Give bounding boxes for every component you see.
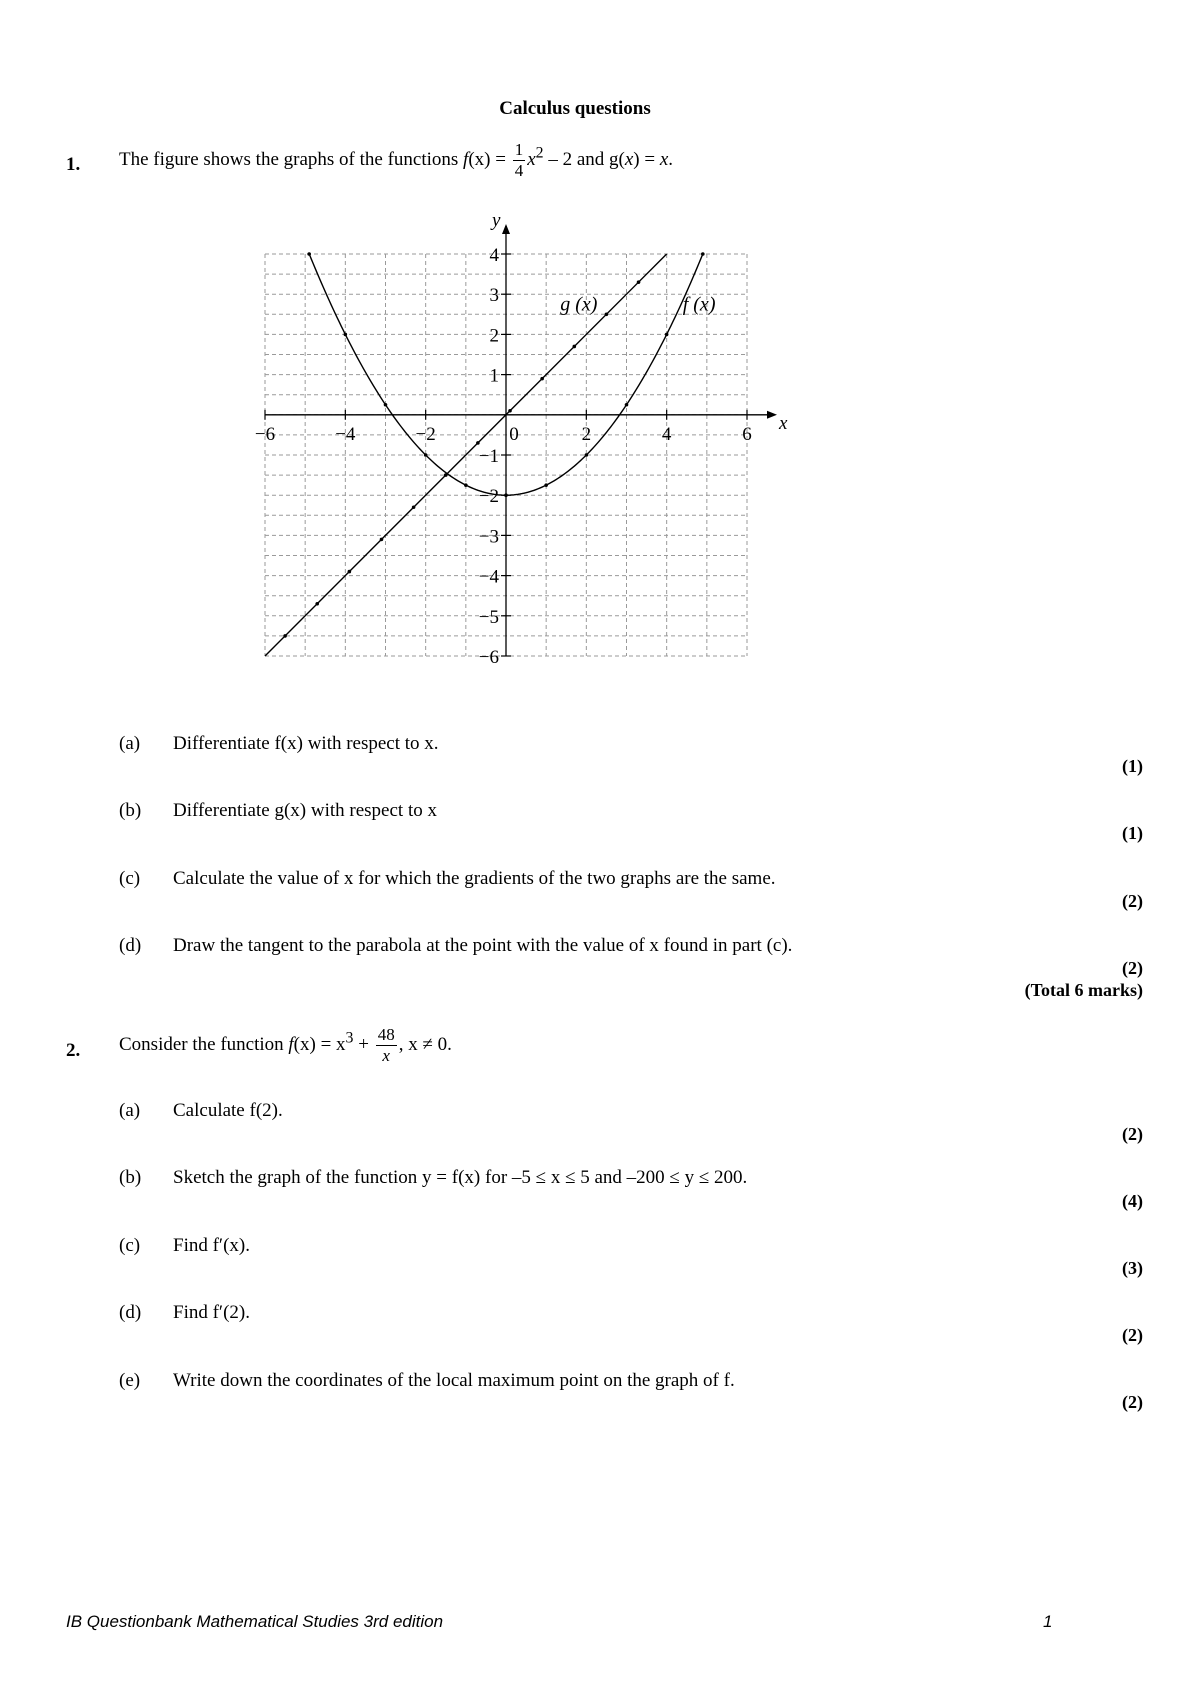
q1d-label: (d) xyxy=(119,935,142,956)
f-point xyxy=(384,403,388,407)
g-point xyxy=(508,409,512,413)
g-point xyxy=(476,441,480,445)
y-tick-label: −2 xyxy=(478,486,499,508)
footer-source: IB Questionbank Mathematical Studies 3rd edition xyxy=(66,1612,444,1631)
q1b-marks: (1) xyxy=(1122,823,1143,843)
q2e-marks: (2) xyxy=(1122,1392,1143,1412)
q2-plus: + xyxy=(353,1033,374,1055)
q2a-label: (a) xyxy=(119,1100,141,1121)
x-tick-label: −4 xyxy=(335,423,356,445)
question-2-number: 2. xyxy=(66,1040,81,1061)
q1c-label: (c) xyxy=(119,868,141,889)
x-tick-label: 2 xyxy=(581,423,592,445)
question-1-number: 1. xyxy=(66,154,81,175)
q1-exponent: 2 xyxy=(535,144,544,162)
x-tick-label: 4 xyxy=(661,423,672,445)
y-tick-label: 2 xyxy=(489,325,499,347)
f-point xyxy=(625,403,629,407)
q2c-label: (c) xyxy=(119,1235,141,1256)
q2b-marks: (4) xyxy=(1122,1191,1143,1211)
q2d-marks: (2) xyxy=(1122,1325,1143,1345)
y-axis-arrow xyxy=(502,224,510,234)
q1-x-squared-base: x xyxy=(527,148,536,170)
q2e-label: (e) xyxy=(119,1370,141,1391)
f-series-label: f (x) xyxy=(682,293,716,316)
y-tick-label: −5 xyxy=(478,606,499,628)
y-tick-label: −6 xyxy=(478,647,499,668)
q1-intro-text-a: The figure shows the graphs of the functions xyxy=(119,148,464,170)
f-point xyxy=(504,493,508,497)
q1a-label: (a) xyxy=(119,733,141,754)
f-point xyxy=(464,483,468,487)
f-point xyxy=(344,333,348,337)
q2-fraction xyxy=(376,1025,397,1066)
y-tick-label: 4 xyxy=(489,245,499,266)
f-point xyxy=(585,453,589,457)
q2b-label: (b) xyxy=(119,1167,142,1188)
q1c-marks: (2) xyxy=(1122,891,1143,911)
y-tick-label: −4 xyxy=(478,566,499,588)
x-tick-label: −2 xyxy=(415,423,436,445)
f-point xyxy=(665,333,669,337)
q2e-text: Write down the coordinates of the local maximum point on the graph of f. xyxy=(173,1370,735,1391)
g-point xyxy=(637,280,641,284)
q2-f-arg: (x) = x xyxy=(293,1033,346,1055)
graph-labels xyxy=(255,210,788,668)
x-tick-label: 6 xyxy=(742,423,752,445)
f-point xyxy=(701,252,705,256)
q1-intro-text-b: – 2 and g( xyxy=(543,148,625,170)
q1-fraction xyxy=(513,140,526,181)
q2b-text: Sketch the graph of the function y = f(x) for –5 ≤ x ≤ 5 and –200 ≤ y ≤ 200. xyxy=(173,1167,748,1188)
g-point xyxy=(283,634,287,638)
g-point xyxy=(540,377,544,381)
question-1-intro xyxy=(119,140,673,181)
page-title: Calculus questions xyxy=(499,98,651,119)
f-point xyxy=(307,252,311,256)
q2-exponent: 3 xyxy=(345,1029,354,1047)
x-tick-label: 0 xyxy=(509,423,519,445)
question-2-intro xyxy=(119,1025,452,1066)
q1b-label: (b) xyxy=(119,800,142,821)
q1-frac-den: 4 xyxy=(514,161,524,180)
q1b-text: Differentiate g(x) with respect to x xyxy=(173,800,437,821)
function-graph xyxy=(230,205,810,725)
g-point xyxy=(605,313,609,317)
q1-f-arg: (x) xyxy=(468,148,491,170)
q1-equals: = xyxy=(490,148,511,170)
q2c-marks: (3) xyxy=(1122,1258,1143,1278)
y-axis-label: y xyxy=(492,210,501,231)
y-tick-label: −3 xyxy=(478,526,499,548)
g-series-label: g (x) xyxy=(560,293,598,316)
q2a-marks: (2) xyxy=(1122,1124,1143,1144)
x-axis-arrow xyxy=(767,411,777,419)
q1-intro-text-c: ) = xyxy=(633,148,660,170)
q1a-text: Differentiate f(x) with respect to x. xyxy=(173,733,439,754)
q2-frac-den: x xyxy=(382,1046,390,1065)
q2-intro-text-a: Consider the function xyxy=(119,1033,289,1055)
q1-g-arg: x xyxy=(624,148,634,170)
q2c-text: Find f′(x). xyxy=(173,1235,250,1256)
q2-f-name: f xyxy=(288,1033,294,1055)
q1c-text: Calculate the value of x for which the gradients of the two graphs are the same. xyxy=(173,868,776,889)
q1-g-value: x xyxy=(659,148,669,170)
q1a-marks: (1) xyxy=(1122,756,1143,776)
g-point xyxy=(315,602,319,606)
g-point xyxy=(380,538,384,542)
q2d-label: (d) xyxy=(119,1302,142,1323)
y-tick-label: −1 xyxy=(478,446,499,467)
f-point xyxy=(544,483,548,487)
q2a-text: Calculate f(2). xyxy=(173,1100,283,1121)
q1d-marks: (2) xyxy=(1122,958,1143,978)
f-point xyxy=(424,453,428,457)
q2-frac-num: 48 xyxy=(377,1025,395,1044)
q1-intro-text-d: . xyxy=(668,148,673,170)
y-tick-label: 3 xyxy=(489,285,499,307)
g-point xyxy=(412,505,416,509)
y-tick-label: 1 xyxy=(489,365,499,387)
q2-intro-text-b: , x ≠ 0. xyxy=(398,1033,452,1055)
q1-total-marks: (Total 6 marks) xyxy=(1024,980,1143,1000)
x-axis-label: x xyxy=(779,412,788,434)
q1-f-name: f xyxy=(463,148,469,170)
x-tick-label: −6 xyxy=(254,423,276,445)
g-point xyxy=(572,345,576,349)
q2d-text: Find f′(2). xyxy=(173,1302,250,1323)
q1-frac-num: 1 xyxy=(514,140,524,159)
g-point xyxy=(348,570,352,574)
footer-page-number: 1 xyxy=(1043,1612,1053,1631)
q1d-text: Draw the tangent to the parabola at the point with the value of x found in part (c). xyxy=(173,935,793,956)
